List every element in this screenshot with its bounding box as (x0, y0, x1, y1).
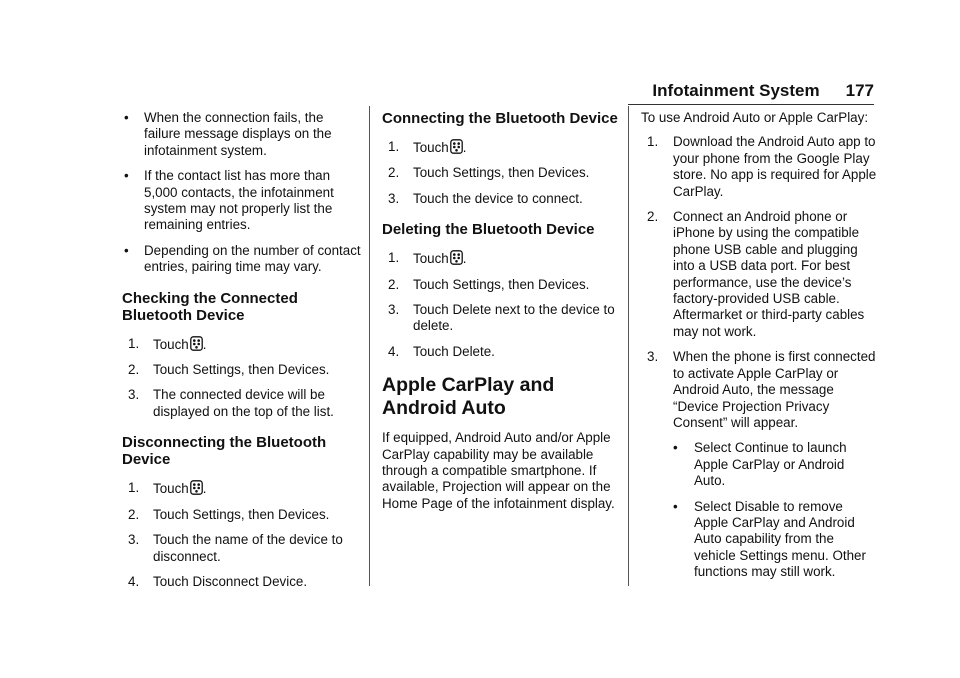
list-item: 1. Touch . (388, 250, 467, 267)
column-divider-2 (628, 106, 629, 586)
phone-keypad-icon (450, 139, 463, 154)
page-header (640, 81, 874, 105)
list-item: 1. Touch . (388, 139, 467, 155)
section-heading: Deleting the Bluetooth Device (382, 221, 595, 239)
section-heading: Disconnecting the Bluetooth Device (122, 434, 327, 469)
list-item: 1. Download the Android Auto app to your phone from the Google Play store. No app is required for Apple CarPlay. (647, 134, 877, 199)
list-item: 4. Touch Disconnect Device. (128, 573, 308, 589)
phone-keypad-icon (450, 250, 463, 265)
list-item: 3. When the phone is first connected to activate Apple CarPlay or Android Auto, the message “Device Projection Privacy Consent” will appear. (647, 349, 876, 430)
list-item: 4. Touch Delete. (388, 343, 495, 359)
section-title: Infotainment System (652, 81, 820, 100)
section-heading: Connecting the Bluetooth Device (382, 110, 618, 127)
column-divider-1 (369, 106, 370, 586)
list-item: 2. Touch Settings, then Devices. (128, 362, 330, 378)
list-item: • If the contact list has more than 5,000 contacts, the infotainment system may not properly list the remaining entries. (124, 168, 334, 233)
body-paragraph: To use Android Auto or Apple CarPlay: (641, 110, 869, 125)
phone-keypad-icon (190, 480, 203, 495)
list-item: 2. Touch Settings, then Devices. (388, 276, 590, 292)
body-paragraph: If equipped, Android Auto and/or Apple CarPlay capability may be available through a compatible smartphone. If available, Projection will appear on the Home Page of the infotainment display. (382, 430, 615, 511)
list-item: • Depending on the number of contact entries, pairing time may vary. (124, 242, 361, 275)
chapter-heading: Apple CarPlay and Android Auto (382, 374, 555, 420)
list-item: 1. Touch . (128, 335, 207, 352)
column-1 (122, 110, 362, 599)
list-item: 2. Connect an Android phone or iPhone by using the compatible phone USB cable and plugging into a USB data port. For best performance, use the device’s factory-provided USB cable. Aftermarket or third-party cables may not work. (647, 209, 865, 339)
list-item: 3. Touch the name of the device to disconnect. (128, 532, 343, 564)
list-item: • Select Disable to remove Apple CarPlay and Android Auto capability from the vehicle Settings menu. Other functions may still work. (673, 498, 866, 580)
phone-keypad-icon (190, 336, 203, 351)
section-heading: Checking the Connected Bluetooth Device (122, 289, 298, 324)
list-item: • Select Continue to launch Apple CarPlay or Android Auto. (673, 440, 847, 489)
list-item: • When the connection fails, the failure message displays on the infotainment system. (124, 110, 332, 158)
list-item: 2. Touch Settings, then Devices. (128, 506, 330, 522)
column-3 (641, 110, 877, 590)
column-2 (382, 110, 622, 520)
header-rule (628, 104, 874, 105)
list-item: 3. The connected device will be displayed on the top of the list. (128, 387, 334, 419)
page-number: 177 (845, 81, 874, 100)
list-item: 3. Touch the device to connect. (388, 190, 583, 206)
list-item: 1. Touch . (128, 480, 207, 497)
list-item: 3. Touch Delete next to the device to delete. (388, 302, 615, 334)
list-item: 2. Touch Settings, then Devices. (388, 165, 590, 181)
